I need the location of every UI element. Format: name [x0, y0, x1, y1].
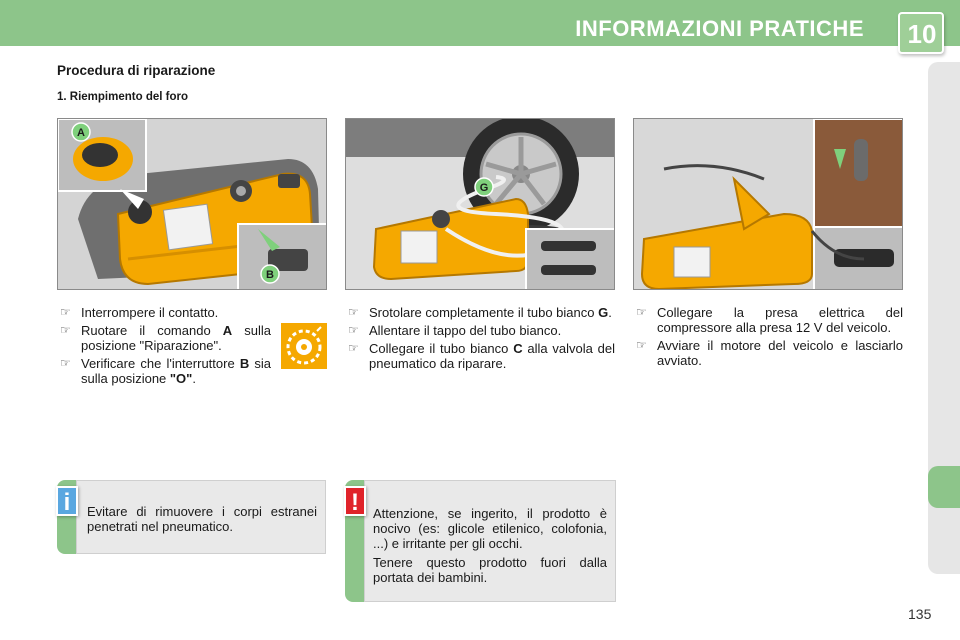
- side-tab-marker: [928, 466, 960, 508]
- list-item-text: Collegare la presa elettrica del compressore alla presa 12 V del veicolo.: [657, 305, 903, 335]
- list-item-text: Allentare il tappo del tubo bianco.: [369, 323, 562, 338]
- figure-label-b: B: [266, 269, 274, 281]
- chapter-badge: [898, 12, 944, 54]
- list-item-text: Interrompere il contatto.: [81, 305, 219, 320]
- info-icon: i: [56, 486, 78, 516]
- instructions-column-1: [57, 305, 327, 389]
- list-item-text: Ruotare il comando A sulla posizione "Riparazione".: [81, 323, 271, 353]
- chapter-title: INFORMAZIONI PRATICHE: [575, 16, 864, 41]
- list-item-text: Srotolare completamente il tubo bianco G.: [369, 305, 612, 320]
- chapter-number: 10: [907, 19, 937, 49]
- figure-label-g: G: [479, 182, 489, 194]
- list-item: [633, 305, 903, 335]
- pointing-hand-icon: ☞: [636, 338, 647, 352]
- pointing-hand-icon: ☞: [636, 305, 647, 319]
- pointing-hand-icon: ☞: [60, 356, 71, 370]
- list-item: [633, 338, 903, 368]
- figure-label-a: A: [77, 127, 85, 139]
- instructions-column-2: [345, 305, 615, 374]
- warning-note-text: Attenzione, se ingerito, il prodotto è nocivo (es: glicole etilenico, colofonia, ...) e irritante per gli occhi.: [373, 506, 607, 551]
- warning-icon: !: [344, 486, 366, 516]
- list-item: [345, 305, 615, 320]
- figure-compressor-controls: [57, 118, 327, 290]
- list-item-text: Avviare il motore del veicolo e lasciarlo avviato.: [657, 338, 903, 368]
- list-item-text: Collegare il tubo bianco C alla valvola del pneumatico da riparare.: [369, 341, 615, 371]
- pointing-hand-icon: ☞: [60, 305, 71, 319]
- info-note: [76, 480, 326, 554]
- list-item-text: Verificare che l'interruttore B sia sulla posizione "O".: [81, 356, 272, 386]
- pointing-hand-icon: ☞: [348, 323, 359, 337]
- warning-note-text: Tenere questo prodotto fuori dalla portata dei bambini.: [373, 555, 607, 585]
- figure-power-plug: [633, 118, 903, 290]
- list-item: [345, 323, 615, 338]
- pointing-hand-icon: ☞: [348, 341, 359, 355]
- figure-tyre-hose: [345, 118, 615, 290]
- page-number: 135: [908, 606, 932, 622]
- step-subtitle: 1. Riempimento del foro: [57, 91, 188, 103]
- pointing-hand-icon: ☞: [348, 305, 359, 319]
- list-item: [57, 305, 327, 320]
- section-title: Procedura di riparazione: [57, 63, 216, 78]
- info-note-text: Evitare di rimuovere i corpi estranei penetrati nel pneumatico.: [87, 504, 317, 534]
- warning-note: [364, 480, 616, 602]
- pointing-hand-icon: ☞: [60, 323, 71, 337]
- instructions-column-3: [633, 305, 903, 371]
- list-item: [345, 341, 615, 371]
- repair-gear-icon: [281, 323, 327, 369]
